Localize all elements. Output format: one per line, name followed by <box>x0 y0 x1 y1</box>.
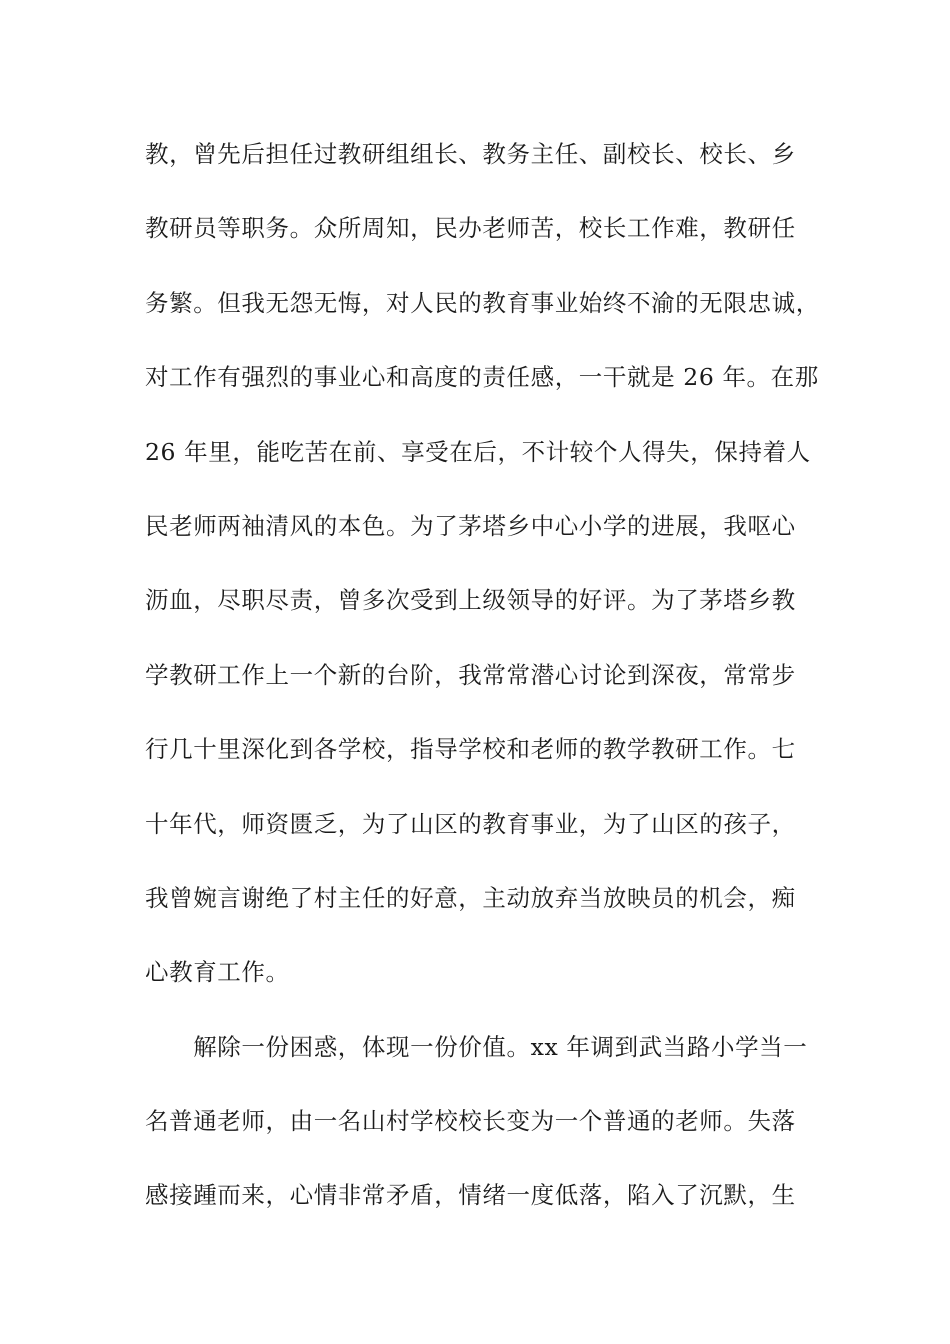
text-line: 心教育工作。 <box>145 958 290 987</box>
text-line: 26 年里，能吃苦在前、享受在后，不计较个人得失，保持着人 <box>145 437 811 466</box>
text-line: 对工作有强烈的事业心和高度的责任感，一干就是 26 年。在那 <box>145 363 819 392</box>
text-line: 民老师两袖清风的本色。为了茅塔乡中心小学的进展，我呕心 <box>145 511 796 540</box>
text-line: 沥血，尽职尽责，曾多次受到上级领导的好评。为了茅塔乡教 <box>145 586 796 615</box>
text-line: 我曾婉言谢绝了村主任的好意，主动放弃当放映员的机会，痴 <box>145 883 796 912</box>
text-line: 教研员等职务。众所周知，民办老师苦，校长工作难，教研任 <box>145 214 796 243</box>
text-line: 教，曾先后担任过教研组组长、教务主任、副校长、校长、乡 <box>145 140 796 168</box>
body-text <box>145 132 825 1248</box>
text-line: 名普通老师，由一名山村学校校长变为一个普通的老师。失落 <box>145 1107 796 1136</box>
text-line: 解除一份困惑，体现一份价值。xx 年调到武当路小学当一 <box>145 1032 808 1061</box>
text-line: 行几十里深化到各学校，指导学校和老师的教学教研工作。七 <box>145 735 796 764</box>
text-line: 感接踵而来，心情非常矛盾，情绪一度低落，陷入了沉默，生 <box>145 1181 796 1210</box>
text-line: 十年代，师资匮乏，为了山区的教育事业，为了山区的孩子， <box>145 809 796 838</box>
text-line: 务繁。但我无怨无悔，对人民的教育事业始终不渝的无限忠诚， <box>145 288 820 317</box>
text-line: 学教研工作上一个新的台阶，我常常潜心讨论到深夜，常常步 <box>145 660 796 689</box>
